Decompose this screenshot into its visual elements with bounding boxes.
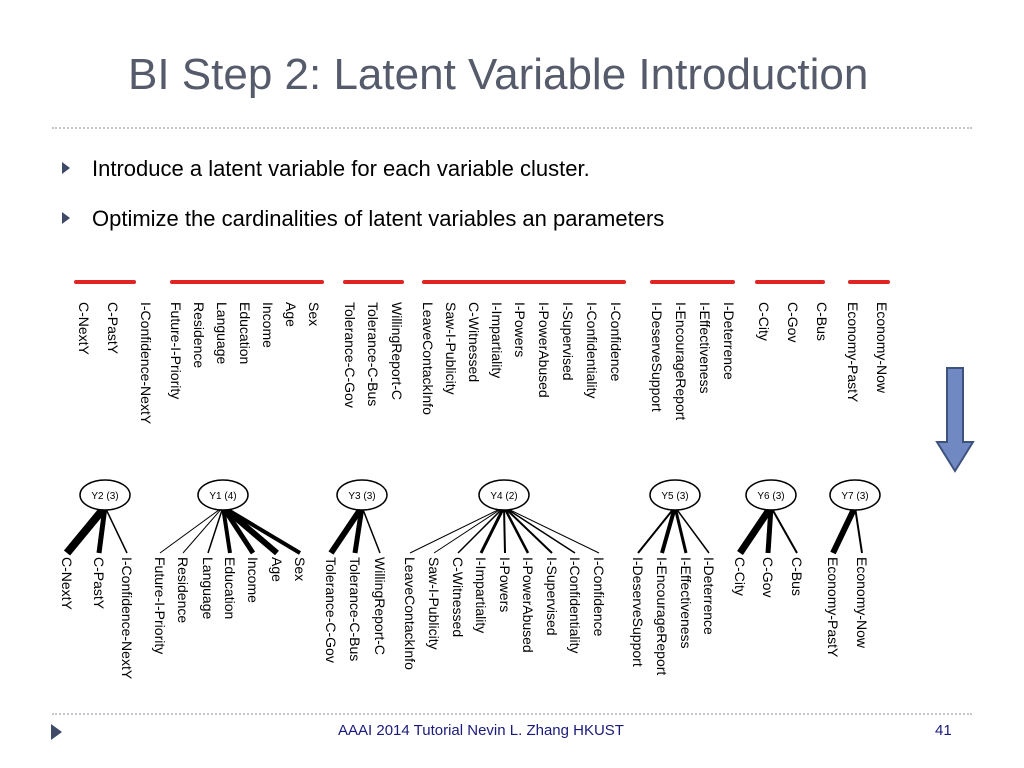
cluster-bar <box>422 280 626 284</box>
cluster-variable-label: Residence <box>191 302 207 369</box>
latent-edge <box>481 507 504 553</box>
cluster-variable-label: I-DeserveSupport <box>649 302 665 412</box>
child-variable-label: I-Confidence-NextY <box>119 557 135 680</box>
cluster-variable-label: Future-I-Priority <box>168 302 184 400</box>
cluster-variable-label: I-Effectiveness <box>697 302 713 394</box>
latent-edge <box>833 507 855 553</box>
cluster-variable-label: Age <box>283 302 299 327</box>
child-variable-label: I-Confidence <box>591 557 607 637</box>
child-variable-label: Tolerance-C-Bus <box>347 557 363 662</box>
cluster-variable-label: Income <box>260 302 276 348</box>
child-variable-label: I-Deterrence <box>701 557 717 635</box>
cluster-variable-label: C-Gov <box>785 302 801 343</box>
cluster-variable-label: I-Deterrence <box>721 302 737 380</box>
child-variable-label: WillingReport-C <box>372 557 388 656</box>
child-variable-label: I-EncourageReport <box>654 557 670 676</box>
child-variable-label: C-Witnessed <box>450 557 466 638</box>
latent-edge <box>105 507 127 553</box>
child-variable-label: I-Effectiveness <box>678 557 694 649</box>
child-variable-label: C-Gov <box>760 557 776 598</box>
cluster-variable-label: I-Powers <box>512 302 528 358</box>
cluster-bar <box>650 280 735 284</box>
child-variable-label: Economy-Now <box>854 557 870 649</box>
latent-edge <box>771 507 797 553</box>
cluster-bar <box>74 280 136 284</box>
cluster-variable-label: C-Bus <box>814 302 830 341</box>
child-variable-label: Age <box>269 557 285 582</box>
bullet-text: Optimize the cardinalities of latent variables an parameters <box>92 206 665 231</box>
child-variable-label: Residence <box>175 557 191 624</box>
latent-node-label: Y1 (4) <box>209 491 237 502</box>
cluster-variable-label: LeaveContackInfo <box>420 302 436 415</box>
cluster-variable-label: Economy-Now <box>874 302 890 394</box>
cluster-bar <box>755 280 825 284</box>
latent-edge <box>768 507 771 553</box>
latent-node-label: Y4 (2) <box>490 491 518 502</box>
child-variable-label: Sex <box>292 557 308 582</box>
child-variable-label: Income <box>245 557 261 603</box>
child-variable-label: I-Confidentiality <box>567 557 583 654</box>
child-variable-label: Economy-PastY <box>825 557 841 658</box>
latent-edge <box>183 507 223 553</box>
child-variable-label: Future-I-Priority <box>152 557 168 655</box>
child-variable-label: Education <box>222 557 238 620</box>
child-variable-label: LeaveContackInfo <box>402 557 418 670</box>
cluster-variable-label: I-Confidence-NextY <box>138 302 154 425</box>
cluster-variable-label: Sex <box>306 302 322 327</box>
cluster-variable-label: Tolerance-C-Bus <box>365 302 381 407</box>
latent-node-label: Y5 (3) <box>661 491 689 502</box>
latent-edge <box>223 507 300 553</box>
page-number: 41 <box>935 722 952 739</box>
cluster-variable-label: Tolerance-C-Gov <box>342 302 358 408</box>
child-variable-label: C-Bus <box>789 557 805 596</box>
latent-edge <box>504 507 552 553</box>
cluster-variable-label: C-City <box>756 302 772 341</box>
cluster-variable-label: I-Confidence <box>608 302 624 382</box>
cluster-variable-label: C-Witnessed <box>466 302 482 383</box>
cluster-variable-label: I-Impartiality <box>489 302 505 379</box>
cluster-variable-label: I-EncourageReport <box>673 302 689 421</box>
latent-node-label: Y2 (3) <box>91 491 119 502</box>
footer-triangle-icon <box>51 724 62 740</box>
child-variable-label: I-DeserveSupport <box>630 557 646 667</box>
cluster-variable-label: Saw-I-Publicity <box>443 302 459 395</box>
child-variable-label: C-City <box>732 557 748 596</box>
child-variable-label: Tolerance-C-Gov <box>323 557 339 663</box>
cluster-variable-label: I-PowerAbused <box>536 302 552 398</box>
cluster-bar <box>170 280 324 284</box>
child-variable-label: Saw-I-Publicity <box>426 557 442 650</box>
latent-node-label: Y7 (3) <box>841 491 869 502</box>
child-variable-label: I-Powers <box>497 557 513 613</box>
cluster-variable-label: I-Supervised <box>560 302 576 381</box>
cluster-variable-label: Language <box>214 302 230 365</box>
latent-node-label: Y3 (3) <box>348 491 376 502</box>
child-variable-label: I-Supervised <box>544 557 560 636</box>
latent-edge <box>458 507 504 553</box>
latent-edge <box>504 507 599 553</box>
footer-text: AAAI 2014 Tutorial Nevin L. Zhang HKUST <box>338 722 624 739</box>
cluster-variable-label: Economy-PastY <box>845 302 861 403</box>
latent-edge <box>410 507 504 553</box>
latent-edge <box>160 507 223 553</box>
child-variable-label: Language <box>200 557 216 620</box>
footer-divider <box>52 713 972 715</box>
latent-edge <box>362 507 380 553</box>
bullet-text: Introduce a latent variable for each variable cluster. <box>92 156 590 181</box>
cluster-variable-label: WillingReport-C <box>389 302 405 401</box>
cluster-variable-label: Education <box>237 302 253 365</box>
latent-edge <box>855 507 862 553</box>
cluster-bar <box>848 280 890 284</box>
latent-edge <box>208 507 223 553</box>
cluster-variable-label: C-PastY <box>105 302 121 355</box>
cluster-bar <box>343 280 404 284</box>
latent-edge <box>504 507 505 553</box>
child-variable-label: C-PastY <box>91 557 107 610</box>
child-variable-label: I-Impartiality <box>473 557 489 634</box>
child-variable-label: I-PowerAbused <box>520 557 536 653</box>
down-arrow-icon <box>937 368 973 471</box>
child-variable-label: C-NextY <box>59 557 75 610</box>
cluster-variable-label: C-NextY <box>76 302 92 355</box>
slide-title: BI Step 2: Latent Variable Introduction <box>128 50 869 99</box>
latent-node-label: Y6 (3) <box>757 491 785 502</box>
cluster-variable-label: I-Confidentiality <box>584 302 600 399</box>
